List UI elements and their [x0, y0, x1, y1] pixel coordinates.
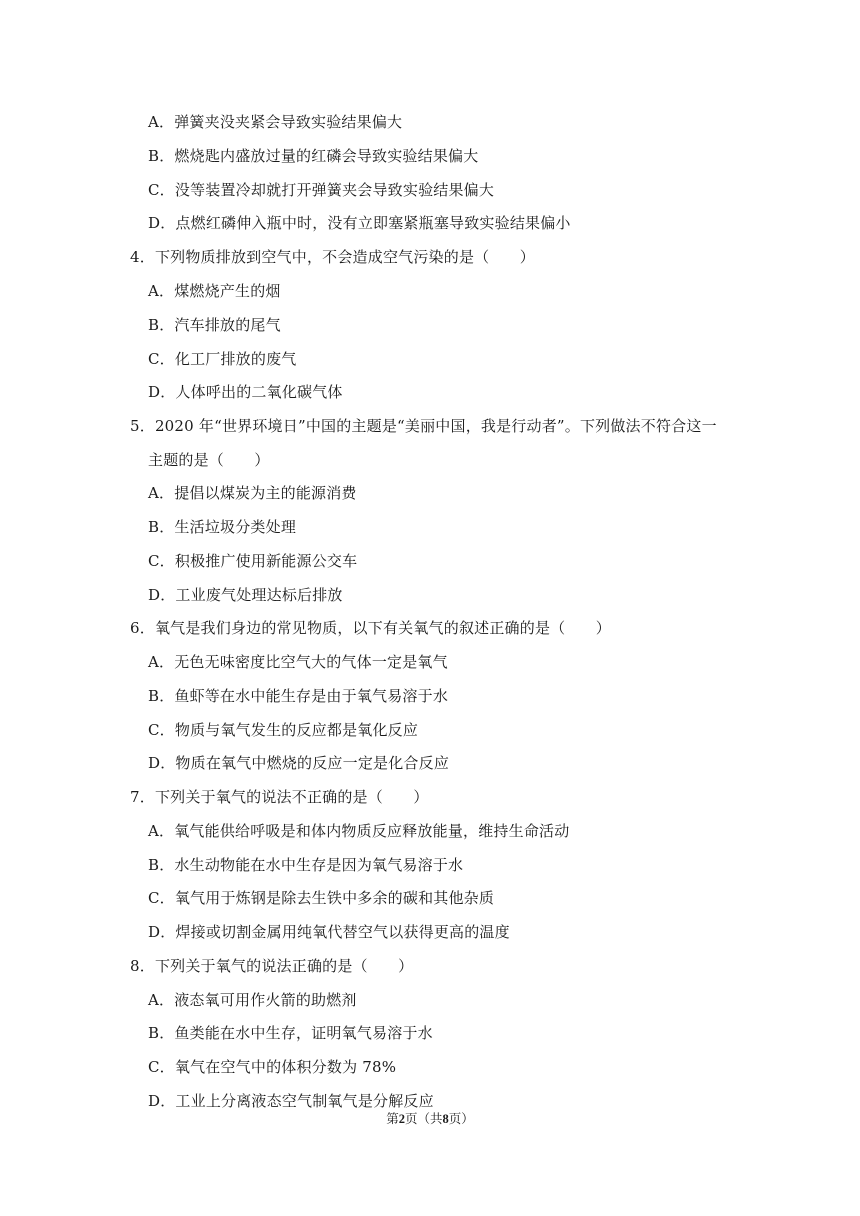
- option-b: B．水生动物能在水中生存是因为氧气易溶于水: [148, 856, 464, 874]
- footer-suffix: 页）: [448, 1111, 474, 1126]
- option-d: D．焊接或切割金属用纯氧代替空气以获得更高的温度: [148, 923, 510, 941]
- question-7-stem: 7．下列关于氧气的说法不正确的是（ ）: [130, 788, 429, 806]
- option-d: D．人体呼出的二氧化碳气体: [148, 383, 343, 401]
- option-c: C．氧气在空气中的体积分数为 78%: [148, 1058, 397, 1076]
- option-b: B．生活垃圾分类处理: [148, 518, 297, 536]
- question-5-stem-continued: 主题的是（ ）: [148, 451, 270, 469]
- option-b: B．燃烧匙内盛放过量的红磷会导致实验结果偏大: [148, 147, 479, 165]
- question-6-stem: 6．氧气是我们身边的常见物质，以下有关氧气的叙述正确的是（ ）: [130, 619, 611, 637]
- option-c: C．氧气用于炼钢是除去生铁中多余的碳和其他杂质: [148, 889, 495, 907]
- option-a: A．弹簧夹没夹紧会导致实验结果偏大: [148, 113, 403, 131]
- option-c: C．积极推广使用新能源公交车: [148, 552, 358, 570]
- option-a: A．煤燃烧产生的烟: [148, 282, 281, 300]
- option-a: A．氧气能供给呼吸是和体内物质反应释放能量，维持生命活动: [148, 822, 570, 840]
- question-8-stem: 8．下列关于氧气的说法正确的是（ ）: [130, 957, 414, 975]
- option-d: D．点燃红磷伸入瓶中时，没有立即塞紧瓶塞导致实验结果偏小: [148, 214, 571, 232]
- option-d: D．工业废气处理达标后排放: [148, 586, 343, 604]
- option-c: C．没等装置冷却就打开弹簧夹会导致实验结果偏大: [148, 181, 495, 199]
- option-a: A．无色无味密度比空气大的气体一定是氧气: [148, 653, 448, 671]
- option-a: A．液态氧可用作火箭的助燃剂: [148, 991, 357, 1009]
- question-5-stem: 5．2020 年“世界环境日”中国的主题是“美丽中国，我是行动者”。下列做法不符合这一: [130, 417, 717, 435]
- option-d: D．物质在氧气中燃烧的反应一定是化合反应: [148, 754, 450, 772]
- footer-middle: 页（共: [404, 1111, 443, 1126]
- option-b: B．汽车排放的尾气: [148, 316, 281, 334]
- footer-page-number: 2: [398, 1112, 405, 1126]
- option-c: C．物质与氧气发生的反应都是氧化反应: [148, 721, 419, 739]
- question-4-stem: 4．下列物质排放到空气中，不会造成空气污染的是（ ）: [130, 248, 535, 266]
- option-c: C．化工厂排放的废气: [148, 350, 297, 368]
- option-d: D．工业上分离液态空气制氧气是分解反应: [148, 1092, 434, 1110]
- option-b: B．鱼虾等在水中能生存是由于氧气易溶于水: [148, 687, 449, 705]
- page-footer: [0, 1111, 860, 1127]
- option-b: B．鱼类能在水中生存，证明氧气易溶于水: [148, 1024, 433, 1042]
- footer-total-pages: 8: [442, 1112, 449, 1126]
- footer-prefix: 第: [386, 1111, 399, 1126]
- option-a: A．提倡以煤炭为主的能源消费: [148, 484, 357, 502]
